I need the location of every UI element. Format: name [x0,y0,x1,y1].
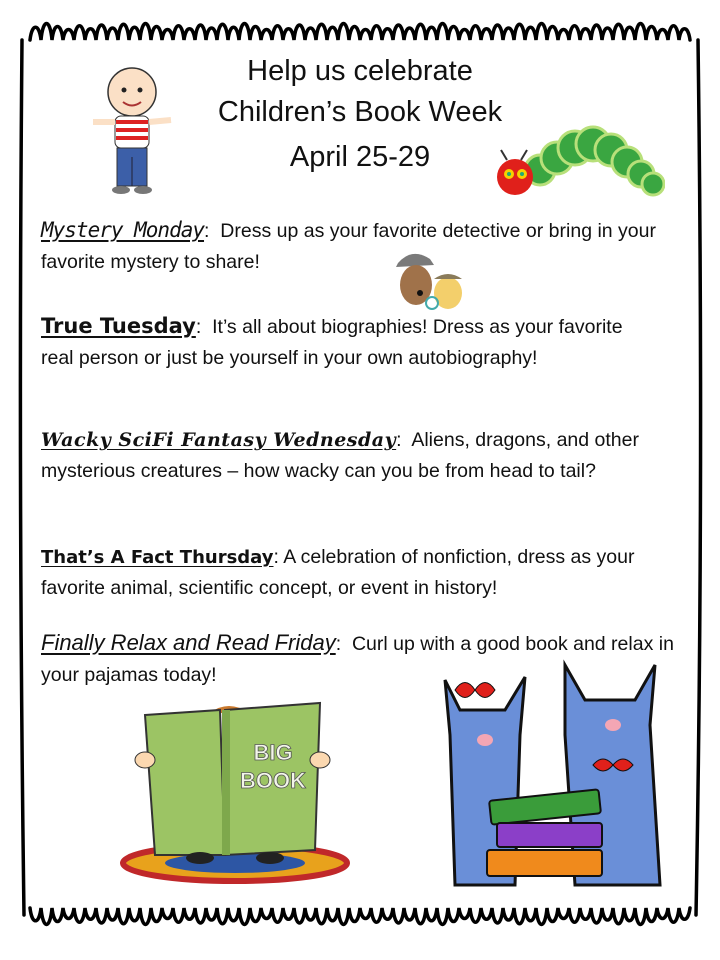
day-thursday: That’s A Fact Thursday: A celebration of nonfiction, dress as your favorite animal, scientific concept, or event in history! [41,546,635,599]
big-book-reader-illustration [110,695,360,885]
thursday-text: A celebration of nonfiction, dress as your favorite animal, scientific concept, or event in history! [41,546,635,599]
title-line-2: Children’s Book Week [217,96,503,128]
tuesday-text: It’s all about biographies! Dress as your favorite real person or just be yourself in your own autobiography! [41,316,623,369]
friday-heading: Finally Relax and Read Friday [41,630,336,655]
day-wednesday: Wacky SciFi Fantasy Wednesday: Aliens, dragons, and other mysterious creatures – how wacky can you be from head to tail? [41,429,639,482]
monday-text: Dress up as your favorite detective or bring in your favorite mystery to share! [41,220,656,273]
cats-with-books-illustration [425,655,690,895]
book-cover-book: BOOK [240,768,306,793]
day-friday: Finally Relax and Read Friday: Curl up with a good book and relax in your pajamas today! [41,630,674,686]
day-monday: Mystery Monday: Dress up as your favorite detective or bring in your favorite mystery to share! [41,218,656,273]
wednesday-heading: Wacky SciFi Fantasy Wednesday [41,429,397,451]
book-cover-big: BIG [253,740,293,765]
monday-heading: Mystery Monday [41,218,205,242]
boy-illustration [85,62,180,197]
wednesday-text: Aliens, dragons, and other mysterious creatures – how wacky can you be from head to tail? [41,429,639,482]
title-line-1: Help us celebrate [247,55,473,87]
caterpillar-illustration [495,122,665,212]
thursday-heading: That’s A Fact Thursday [41,547,274,568]
title-line-3: April 25-29 [289,141,431,173]
tuesday-heading: True Tuesday [41,314,196,338]
day-tuesday: True Tuesday: It’s all about biographies! Dress as your favorite real person or just be yourself in your own autobiography! [41,314,623,369]
friday-text: Curl up with a good book and relax in your pajamas today! [41,633,674,686]
